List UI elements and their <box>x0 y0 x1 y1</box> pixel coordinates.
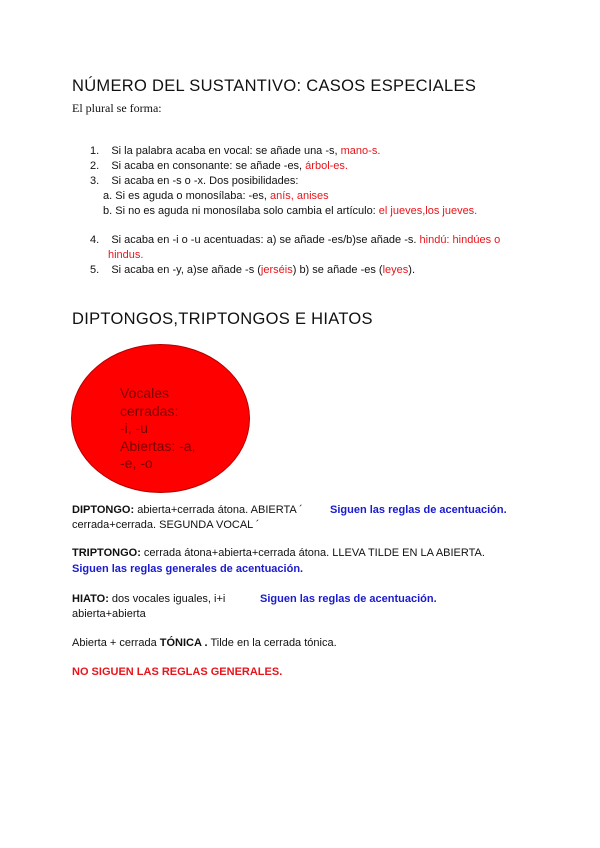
rule-text: Si la palabra acaba en vocal: se añade una -s, <box>111 145 341 157</box>
rule-4 <box>90 234 500 246</box>
hiato-label: HIATO: <box>72 593 109 605</box>
rule-number: b. <box>103 205 113 217</box>
hiato-line2: abierta+abierta <box>72 608 146 620</box>
rule-number: 2. <box>90 160 100 172</box>
rule-number: a. <box>103 190 113 202</box>
rule-2 <box>90 160 348 172</box>
triptongo-text: cerrada átona+abierta+cerrada átona. LLEVA TILDE EN LA ABIERTA. <box>140 547 485 559</box>
rule-3b <box>103 205 477 217</box>
rule-example: anís, anises <box>269 190 329 202</box>
rule-3 <box>90 175 298 187</box>
triptongo-rule: Siguen las reglas generales de acentuación. <box>72 563 304 575</box>
diptongo-label: DIPTONGO: <box>72 504 135 516</box>
rule-text: Si acaba en -i o -u acentuadas: a) se añade -es/b)se añade -s. <box>111 234 420 246</box>
triptongo-label: TRIPTONGO: <box>72 547 141 559</box>
rule-number: 3. <box>90 175 100 187</box>
tonica-post: Tilde en la cerrada tónica. <box>207 637 337 649</box>
warning-text: NO SIGUEN LAS REGLAS GENERALES. <box>72 666 283 678</box>
hiato-line <box>72 593 225 605</box>
tonica-pre: Abierta + cerrada <box>72 637 160 649</box>
diptongo-text: abierta+cerrada átona. ABIERTA ´ <box>134 504 303 516</box>
rule-number: 5. <box>90 264 100 276</box>
rule-number: 1. <box>90 145 100 157</box>
rule-example: árbol-es. <box>305 160 348 172</box>
circle-line: Vocales <box>120 385 170 401</box>
rule-number: 4. <box>90 234 100 246</box>
rule-text: Si no es aguda ni monosílaba solo cambia el artículo: <box>115 205 379 217</box>
circle-line: -e, -o <box>120 455 153 471</box>
rule-text: ) b) se añade -es ( <box>292 264 383 276</box>
page-title: NÚMERO DEL SUSTANTIVO: CASOS ESPECIALES <box>72 77 477 95</box>
tonica-bold: TÓNICA . <box>159 637 208 649</box>
rule-example: el jueves,los jueves. <box>378 205 478 217</box>
rule-text: Si es aguda o monosílaba: -es, <box>115 190 270 202</box>
circle-text <box>120 385 215 473</box>
rule-example: leyes <box>382 264 409 276</box>
circle-line: Abiertas: -a, <box>120 437 196 454</box>
triptongo-line <box>72 547 485 559</box>
tonica-line <box>72 637 337 649</box>
diptongo-rule: Siguen las reglas de acentuación. <box>330 504 507 516</box>
rule-text: Si acaba en consonante: se añade -es, <box>111 160 306 172</box>
rule-text: Si acaba en -s o -x. Dos posibilidades: <box>111 175 299 187</box>
circle-line: -i, -u <box>120 420 148 436</box>
rule-text: Si acaba en -y, a)se añade -s ( <box>111 264 261 276</box>
intro-text: El plural se forma: <box>72 101 162 115</box>
section-title: DIPTONGOS,TRIPTONGOS E HIATOS <box>72 310 373 328</box>
rule-4-continuation: hindus. <box>108 249 144 261</box>
rule-example: mano-s. <box>340 145 381 157</box>
rule-example: jerséis <box>260 264 293 276</box>
rule-1 <box>90 145 380 157</box>
hiato-text: dos vocales iguales, i+i <box>108 593 226 605</box>
rule-3a <box>103 190 329 202</box>
rule-text: ). <box>408 264 416 276</box>
diptongo-line2: cerrada+cerrada. SEGUNDA VOCAL ´ <box>72 519 260 531</box>
rule-example: hindú: hindúes o <box>419 234 501 246</box>
hiato-rule: Siguen las reglas de acentuación. <box>260 593 437 605</box>
diptongo-line <box>72 504 303 516</box>
rule-5 <box>90 264 415 276</box>
circle-line: cerradas: <box>120 402 179 419</box>
